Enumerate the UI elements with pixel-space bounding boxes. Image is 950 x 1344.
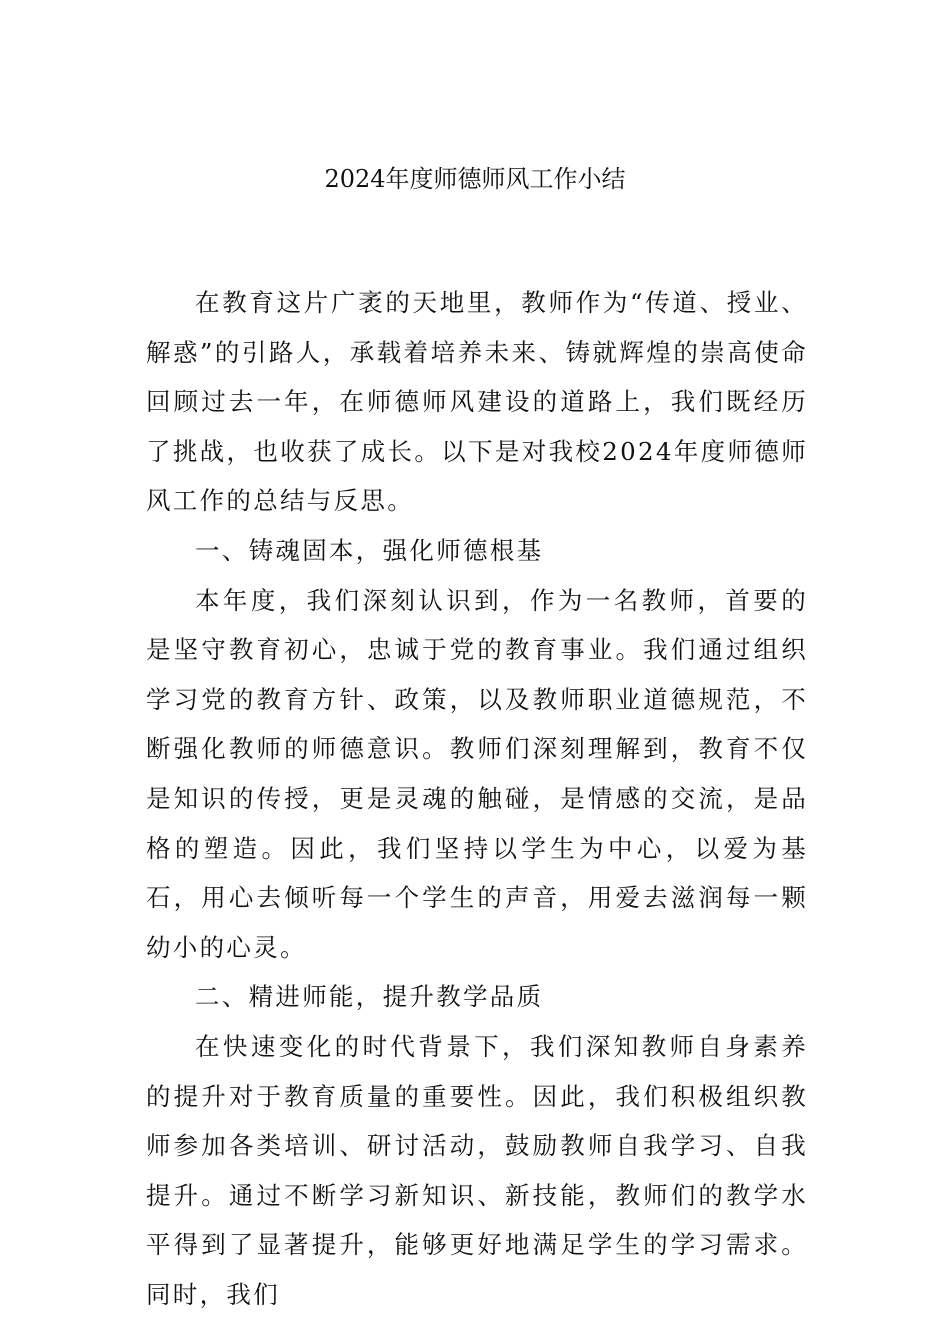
paragraph-section-2: 在快速变化的时代背景下，我们深知教师自身素养的提升对于教育质量的重要性。因此，我们积极组织教师参加各类培训、研讨活动，鼓励教师自我学习、自我提升。通过不断学习新知识、新技能，教师们的教学水平得到了显著提升，能够更好地满足学生的学习需求。同时，我们 <box>146 1031 808 1309</box>
page-title: 2024年度师德师风工作小结 <box>324 165 626 193</box>
document-body <box>146 278 808 1319</box>
section-heading-2: 二、精进师能，提升教学品质 <box>195 982 544 1012</box>
section-heading-1: 一、铸魂固本，强化师德根基 <box>195 535 544 565</box>
paragraph-section-1: 本年度，我们深刻认识到，作为一名教师，首要的是坚守教育初心，忠诚于党的教育事业。我们通过组织学习党的教育方针、政策，以及教师职业道德规范，不断强化教师的师德意识。教师们深刻理解到，教育不仅是知识的传授，更是灵魂的触碰，是情感的交流，是品格的塑造。因此，我们坚持以学生为中心，以爱为基石，用心去倾听每一个学生的声音，用爱去滋润每一颗幼小的心灵。 <box>146 585 808 962</box>
paragraph-intro: 在教育这片广袤的天地里，教师作为“传道、授业、解惑”的引路人，承载着培养未来、铸就辉煌的崇高使命回顾过去一年，在师德师风建设的道路上，我们既经历了挑战，也收获了成长。以下是对我校2024年度师德师风工作的总结与反思。 <box>146 288 808 516</box>
